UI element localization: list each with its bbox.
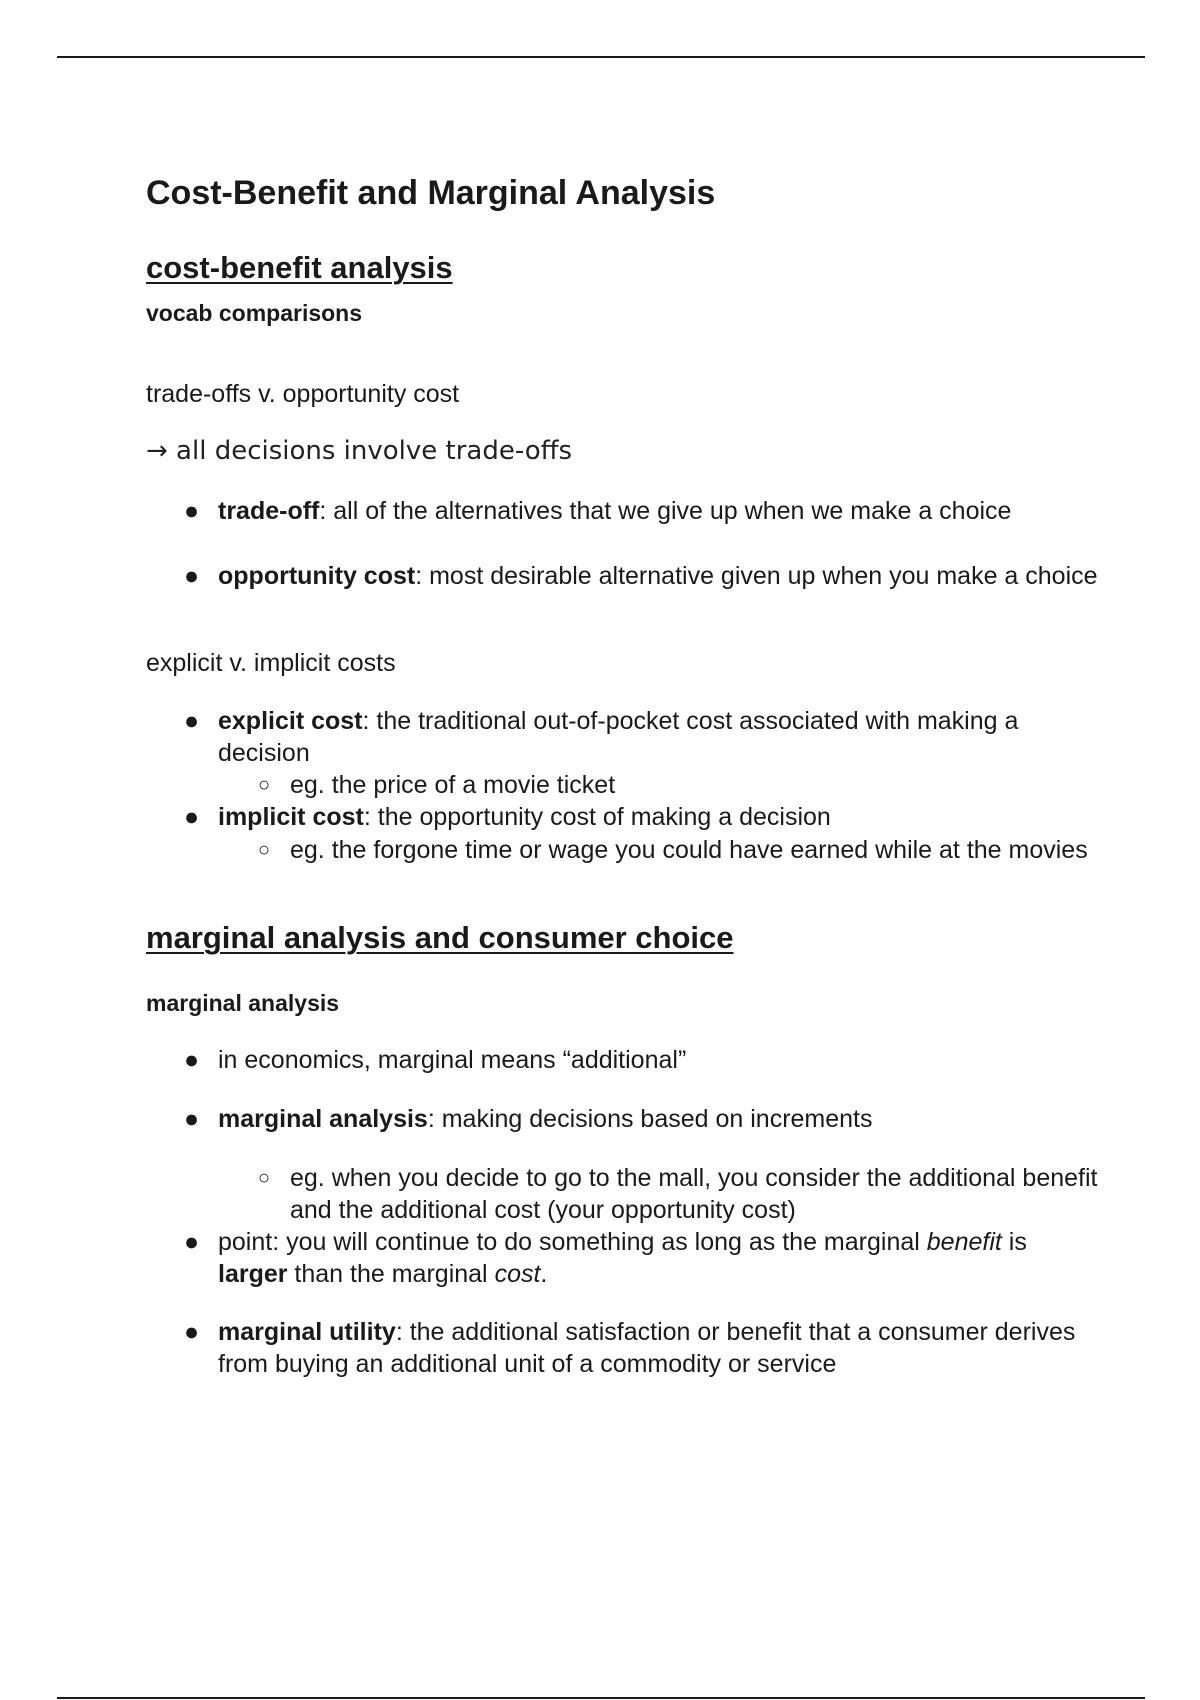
definition-trade-off: : all of the alternatives that we give up when we make a choice <box>319 497 1012 525</box>
example-text: eg. the price of a movie ticket <box>290 771 616 799</box>
term-opportunity-cost: opportunity cost <box>218 562 416 590</box>
bullet-explicit-cost <box>184 705 1098 769</box>
bullet-mark: ● <box>184 707 200 735</box>
subheading-vocab-comparisons: vocab comparisons <box>146 300 363 326</box>
term-marginal-analysis: marginal analysis <box>218 1105 428 1133</box>
example-text: eg. the forgone time or wage you could have earned while at the movies <box>290 836 1088 864</box>
bottom-rule <box>57 1697 1145 1699</box>
sub-bullet-mark: ○ <box>258 839 271 861</box>
point-benefit: benefit <box>926 1228 1002 1256</box>
point-prefix: point: you will continue to do something as long as the marginal <box>218 1228 927 1256</box>
sub-bullet-mark: ○ <box>258 1167 271 1189</box>
bullet-marginal-meaning <box>184 1044 1098 1076</box>
term-marginal-utility: marginal utility <box>218 1318 396 1346</box>
definition-explicit-cost: : the traditional out-of-pocket cost associated with making a decision <box>218 707 1019 767</box>
point-is: is <box>1001 1228 1027 1256</box>
subheading-marginal-analysis: marginal analysis <box>146 990 340 1016</box>
bullet-marginal-analysis <box>184 1103 1098 1135</box>
point-than: than the marginal <box>287 1260 495 1288</box>
bullet-trade-off <box>184 495 1098 527</box>
definition-opportunity-cost: : most desirable alternative given up when you make a choice <box>415 562 1098 590</box>
top-rule <box>57 56 1145 58</box>
definition-marginal-utility: : the additional satisfaction or benefit that a consumer derives from buying an additional unit of a commodity or service <box>218 1318 1076 1378</box>
page-title: Cost-Benefit and Marginal Analysis <box>146 174 716 212</box>
definition-marginal-analysis: : making decisions based on increments <box>427 1105 873 1133</box>
bullet-mark: ● <box>184 1318 200 1346</box>
example-explicit-cost <box>258 769 1110 801</box>
bullet-mark: ● <box>184 1046 200 1074</box>
bullet-mark: ● <box>184 562 200 590</box>
bullet-point <box>184 1226 1098 1290</box>
section-heading-cost-benefit: cost-benefit analysis <box>146 250 453 285</box>
bullet-opportunity-cost <box>184 560 1098 592</box>
example-implicit-cost <box>258 834 1110 866</box>
section-heading-marginal-analysis: marginal analysis and consumer choice <box>146 920 734 955</box>
sub-bullet-mark: ○ <box>258 774 271 796</box>
point-end: . <box>540 1260 548 1288</box>
example-mall <box>258 1162 1110 1226</box>
comparison-explicit-implicit: explicit v. implicit costs <box>146 649 396 677</box>
definition-implicit-cost: : the opportunity cost of making a decision <box>363 803 831 831</box>
bullet-mark: ● <box>184 1105 200 1133</box>
bullet-implicit-cost <box>184 801 1098 833</box>
term-trade-off: trade-off <box>218 497 320 525</box>
arrow-note: → all decisions involve trade-offs <box>146 436 573 466</box>
example-text: eg. when you decide to go to the mall, you consider the additional benefit and the additional cost (your opportunity cost) <box>290 1164 1098 1224</box>
bullet-mark: ● <box>184 1228 200 1256</box>
bullet-mark: ● <box>184 497 200 525</box>
point-cost: cost <box>494 1260 541 1288</box>
comparison-tradeoffs-opportunity: trade-offs v. opportunity cost <box>146 380 460 408</box>
term-implicit-cost: implicit cost <box>218 803 364 831</box>
marginal-meaning-text: in economics, marginal means “additional” <box>218 1046 687 1074</box>
bullet-mark: ● <box>184 803 200 831</box>
bullet-marginal-utility <box>184 1316 1098 1380</box>
point-larger: larger <box>218 1260 288 1288</box>
term-explicit-cost: explicit cost <box>218 707 363 735</box>
